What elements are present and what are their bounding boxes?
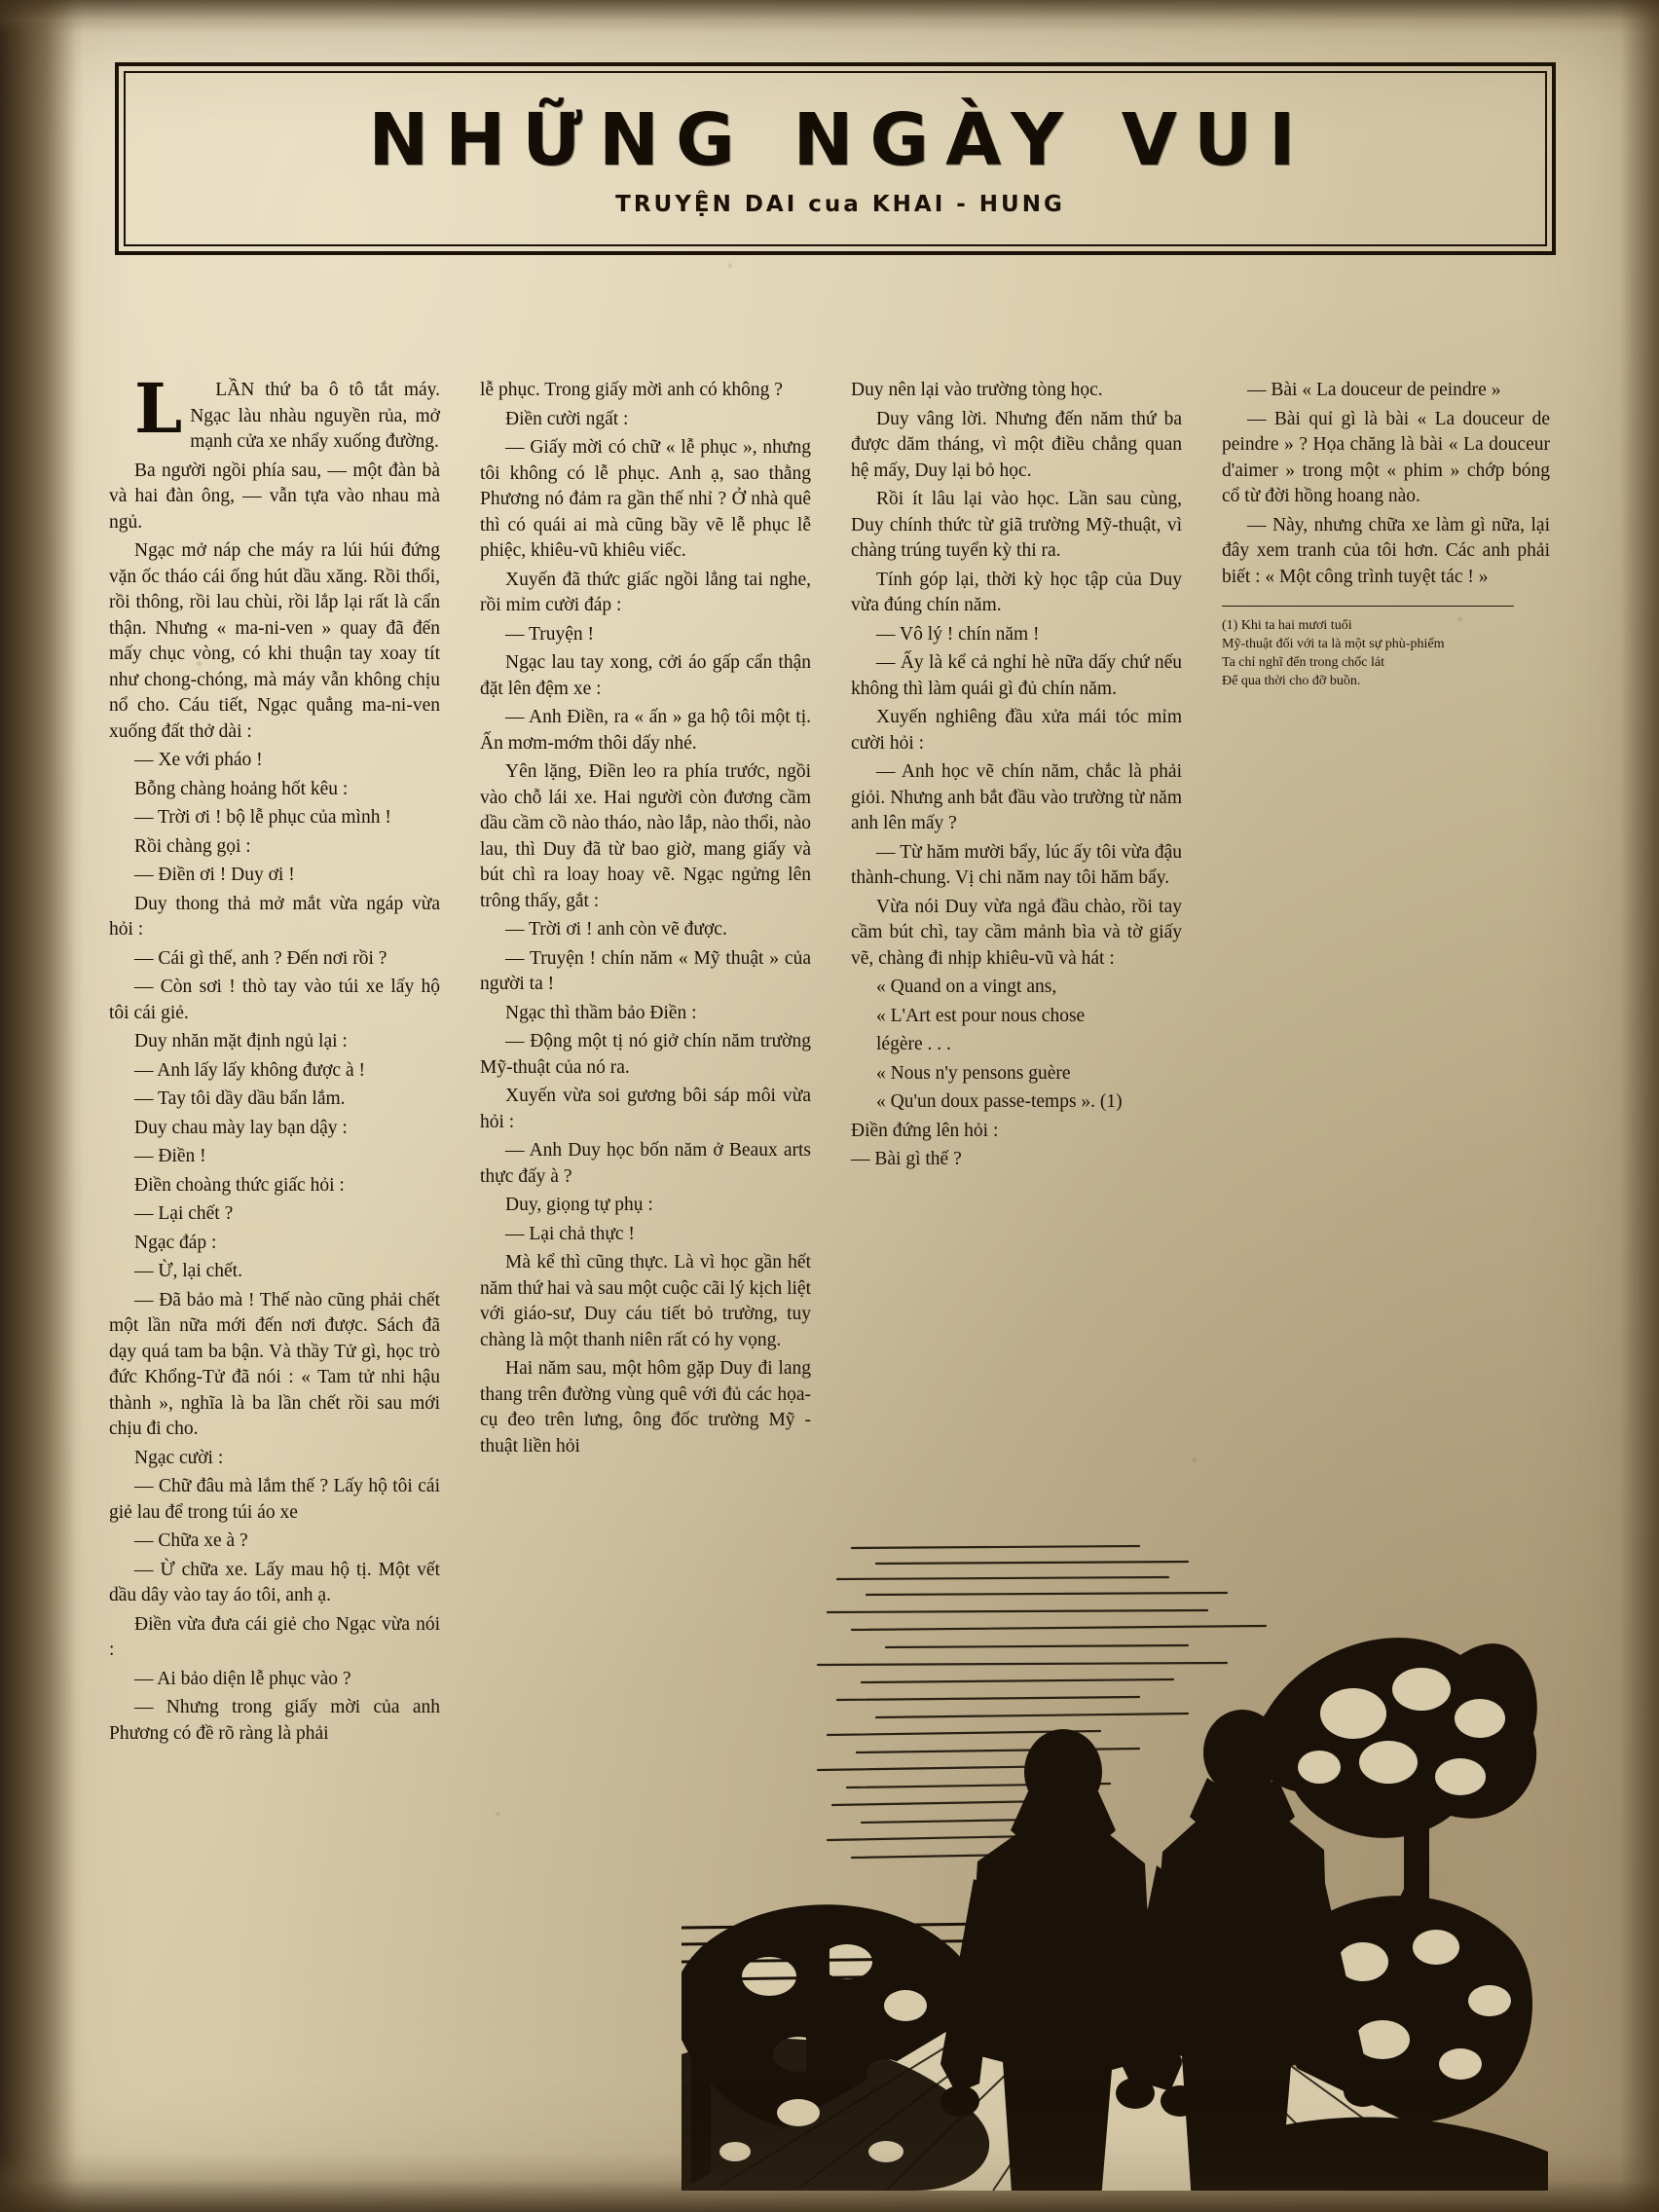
paragraph: Điền vừa đưa cái giẻ cho Ngạc vừa nói : — [109, 1613, 440, 1660]
verse-line: « Quand on a vingt ans, — [876, 977, 1057, 997]
paragraph: — Điền ơi ! Duy ơi ! — [134, 865, 295, 885]
paragraph: — Trời ơi ! bộ lễ phục của mình ! — [134, 807, 391, 828]
paragraph: — Vô lý ! chín năm ! — [876, 623, 1040, 645]
paragraph: — Đã bảo mà ! Thế nào cũng phải chết một lần nữa mới đến nơi được. Sách đã dạy quá tam ba bận. Và thầy Tử gì, học trò đức Khổng-Tử đã nói : « Tam tử nhi hậu thành », nghĩa là ba lần chết rồi sau mới chịu đi cho. — [109, 1289, 440, 1439]
paragraph: Bỗng chàng hoảng hốt kêu : — [134, 778, 349, 799]
paragraph: Ngạc cười : — [134, 1447, 224, 1468]
paragraph: — Chữa xe à ? — [134, 1530, 248, 1551]
paragraph: Ngạc thì thầm bảo Điền : — [505, 1002, 697, 1023]
paragraph: Duy, giọng tự phụ : — [505, 1195, 653, 1215]
paragraph: Duy thong thả mở mắt vừa ngáp vừa hỏi : — [109, 893, 440, 940]
woodcut-illustration-svg — [682, 1470, 1548, 2191]
footnote-block — [1222, 606, 1514, 690]
paragraph: — Từ hăm mười bẩy, lúc ấy tôi vừa đậu thành-chung. Vị chi năm nay tôi hăm bẩy. — [851, 841, 1182, 888]
paragraph — [109, 368, 440, 456]
paragraph: — Cái gì thế, anh ? Đến nơi rồi ? — [134, 947, 387, 969]
paragraph: — Ai bảo diện lễ phục vào ? — [134, 1668, 351, 1689]
verse-line: légère . . . — [876, 1034, 951, 1054]
paragraph: Vừa nói Duy vừa ngả đầu chào, rồi tay cầm bút chì, tay cầm mảnh bìa và tờ giấy vẽ, chàng đi nhịp khiêu-vũ và hát : — [851, 896, 1182, 969]
paragraph: — Anh Điền, ra « ấn » ga hộ tôi một tị. Ấn mơm-mớm thôi dấy nhé. — [480, 707, 811, 754]
paragraph: — Anh lấy lấy không được à ! — [134, 1059, 365, 1081]
text-column-1 — [109, 368, 440, 1750]
footnote-line: Mỹ-thuật đối với ta là một sự phù-phiếm — [1222, 637, 1445, 651]
paragraph: Điền đứng lên hỏi : — [851, 1120, 999, 1141]
paragraph: — Bài gì thế ? — [851, 1149, 962, 1169]
paragraph: Rồi ít lâu lại vào học. Lần sau cùng, Duy chính thức từ giã trường Mỹ-thuật, vì chàng trúng tuyển kỳ thi ra. — [851, 489, 1182, 561]
paragraph: Duy chau mày lay bạn dậy : — [134, 1117, 348, 1138]
verse-line: « Nous n'y pensons guère — [876, 1062, 1071, 1084]
verse-line: « L'Art est pour nous chose — [876, 1005, 1086, 1026]
paragraph: Duy vâng lời. Nhưng đến năm thứ ba được dăm tháng, vì một điều chẳng quan hệ mấy, Duy lại bỏ học. — [851, 408, 1182, 481]
paragraph: — Ừ, lại chết. — [134, 1261, 242, 1281]
paragraph: — Lại chết ? — [134, 1203, 234, 1224]
page-top-edge-shadow — [0, 0, 1659, 33]
paragraph: Yên lặng, Điền leo ra phía trước, ngồi vào chỗ lái xe. Hai người còn đương cầm dầu cầm cồ nào tháo, nào lắp, nào thổi, nào lau, thì Duy đã từ bao giờ, mang giấy và bút chì ra loay hoay vẽ. Ngạc ngửng lên trông thấy, gắt : — [480, 761, 811, 911]
paragraph: Xuyến vừa soi gương bôi sáp môi vừa hỏi : — [480, 1086, 811, 1132]
text-column-2 — [480, 378, 811, 1462]
masthead-frame — [115, 62, 1556, 255]
paragraph: — Giấy mời có chữ « lễ phục », nhưng tôi không có lễ phục. Anh ạ, sao thằng Phương nó đảm ra gần thế nhỉ ? Ở nhà quê thì có quái ai mà cũng bầy vẽ lễ phục lễ phiệc, khiêu-vũ khiêu viếc. — [480, 437, 811, 561]
drop-cap: L — [134, 368, 183, 449]
paragraph: — Truyện ! chín năm « Mỹ thuật » của người ta ! — [480, 947, 811, 994]
paragraph: — Bài « La douceur de peindre » — [1247, 380, 1501, 400]
paragraph: Ngạc lau tay xong, cởi áo gấp cẩn thận đặt lên đệm xe : — [480, 652, 811, 699]
paragraph: Rồi chàng gọi : — [134, 835, 251, 857]
verse-line: « Qu'un doux passe-temps ». (1) — [876, 1091, 1123, 1112]
paragraph: — Điền ! — [134, 1146, 206, 1166]
page-right-edge-shadow — [1620, 0, 1659, 2212]
paragraph: Ngạc mở náp che máy ra lúi húi đứng vặn ốc tháo cái ống hút dầu xăng. Rồi thổi, rồi thông, rồi lau chùi, rồi lắp lại rất là cẩn thận. Nhưng « ma-ni-ven » quay đã đến mấy chục vòng, có khi thuận tay xoay tít như chong-chóng, mà máy vẫn không chịu nổ cho. Cáu tiết, Ngạc quẳng ma-ni-ven xuống đất thở dài : — [109, 540, 440, 742]
text-column-3 — [851, 378, 1182, 1176]
paragraph: — Còn sơi ! thò tay vào túi xe lấy hộ tôi cái giẻ. — [109, 977, 440, 1023]
paragraph: Xuyến nghiêng đầu xửa mái tóc mỉm cười hỏi : — [851, 707, 1182, 754]
paragraph: Tính góp lại, thời kỳ học tập của Duy vừa đúng chín năm. — [851, 569, 1182, 615]
paragraph: — Anh học vẽ chín năm, chắc là phải giỏi. Nhưng anh bắt đầu vào trường từ năm anh lên mấy ? — [851, 761, 1182, 833]
footnote-line: (1) Khi ta hai mươi tuổi — [1222, 618, 1352, 633]
paragraph: Mà kể thì cũng thực. Là vì học gần hết năm thứ hai và sau một cuộc cãi lý kịch liệt với giáo-sư, Duy cáu tiết bỏ trường, tuy chàng là một thanh niên rất có hy vọng. — [480, 1252, 811, 1350]
paragraph: — Lại chả thực ! — [505, 1223, 635, 1244]
paragraph: — Nhưng trong giấy mời của anh Phương có đề rõ ràng là phải — [109, 1697, 440, 1744]
text-column-4 — [1222, 378, 1550, 690]
paragraph: — Động một tị nó giở chín năm trường Mỹ-thuật của nó ra. — [480, 1031, 811, 1078]
masthead-inner-frame — [124, 71, 1547, 246]
masthead-subtitle: TRUYỆN DAI cua KHAI - HUNG — [615, 192, 1065, 217]
paragraph: Xuyến đã thức giấc ngồi lẳng tai nghe, rồi mỉm cười đáp : — [480, 569, 811, 615]
paragraph: — Chữ đâu mà lắm thế ? Lấy hộ tôi cái giẻ lau để trong túi áo xe — [109, 1476, 440, 1523]
paragraph: Hai năm sau, một hôm gặp Duy đi lang thang trên đường vùng quê với đủ các họa-cụ đeo trên lưng, ông đốc trường Mỹ - thuật liền hỏi — [480, 1358, 811, 1456]
paragraph: — Bài quỉ gì là bài « La douceur de peindre » ? Họa chăng là bài « La douceur d'aimer » trong một « phim » chớp bóng cổ từ đời hồng hoang nào. — [1222, 408, 1550, 506]
paragraph: Ba người ngồi phía sau, — một đàn bà và hai đàn ông, — vẫn tựa vào nhau mà ngủ. — [109, 460, 440, 533]
paragraph-text: LẦN thứ ba ô tô tắt máy. Ngạc làu nhàu nguyền rủa, mở mạnh cửa xe nhẩy xuống đường. — [190, 380, 440, 452]
paragraph: Duy nên lại vào trường tòng học. — [851, 380, 1103, 400]
illustration — [682, 1470, 1548, 2191]
paragraph: — Tay tôi dầy dầu bẩn lắm. — [134, 1088, 346, 1109]
paragraph: — Anh Duy học bốn năm ở Beaux arts thực đấy à ? — [480, 1140, 811, 1187]
page-left-edge-shadow — [0, 0, 84, 2212]
footnote-line: Để qua thời cho đỡ buồn. — [1222, 674, 1361, 688]
paragraph: Duy nhăn mặt định ngủ lại : — [134, 1031, 348, 1051]
paragraph: lễ phục. Trong giấy mời anh có không ? — [480, 380, 783, 400]
paragraph: — Ấy là kể cả nghỉ hè nữa dấy chứ nếu không thì làm quái gì đủ chín năm. — [851, 652, 1182, 699]
paragraph: — Truyện ! — [505, 623, 595, 645]
paragraph: — Xe với pháo ! — [134, 750, 263, 770]
paragraph: Điền cười ngất : — [505, 408, 629, 429]
footnote-line: Ta chỉ nghĩ đến trong chốc lát — [1222, 655, 1384, 670]
paragraph: Điền choàng thức giấc hỏi : — [134, 1174, 345, 1196]
page-title: NHỮNG NGÀY VUI — [368, 98, 1312, 182]
paragraph: — Ừ chữa xe. Lấy mau hộ tị. Một vết dầu dây vào tay áo tôi, anh ạ. — [109, 1559, 440, 1605]
paragraph: — Này, nhưng chữa xe làm gì nữa, lại đây xem tranh của tôi hơn. Các anh phải biết : « Một công trình tuyệt tác ! » — [1222, 514, 1550, 587]
paragraph: Ngạc đáp : — [134, 1232, 217, 1253]
paragraph: — Trời ơi ! anh còn vẽ được. — [505, 919, 727, 940]
